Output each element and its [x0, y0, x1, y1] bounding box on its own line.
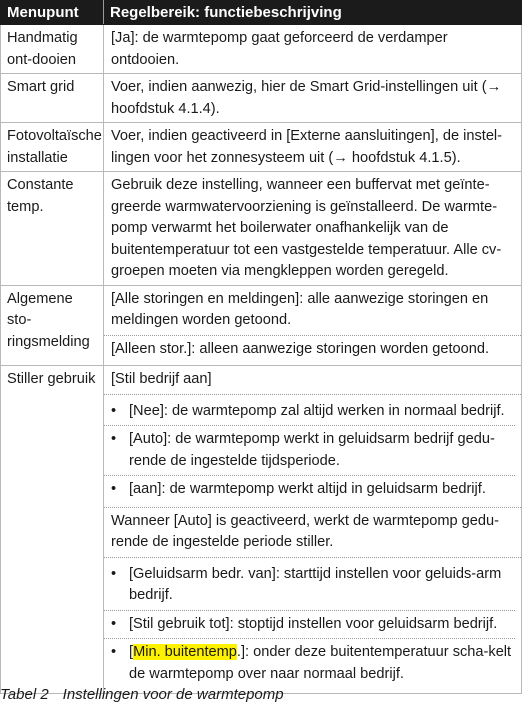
list-item [104, 398, 515, 426]
list-item-text: [aan]: de warmtepomp werkt altijd in geluidsarm bedrijf. [129, 481, 486, 497]
menu-cell: Stiller gebruik [1, 366, 104, 694]
description-cell: Gebruik deze instelling, wanneer een buffervat met geïnte-greerde warmwatervoorziening is geïnstalleerd. De warmte-pomp verwarmt het boilerwater onafhankelijk van de buitentemperatuur tot een vastgestelde temperatuur. Alle cv-groepen moeten via mengkleppen worden geregeld. [104, 172, 522, 286]
description-cell: Voer, indien aanwezig, hier de Smart Grid-instellingen uit (→ hoofdstuk 4.1.4). [104, 74, 522, 123]
list-item [104, 638, 515, 688]
list-item-text: [Auto]: de warmtepomp werkt in geluidsarm bedrijf gedu-rende de ingestelde tijdsperiode. [129, 431, 495, 469]
sub-row: Wanneer [Auto] is geactiveerd, werkt de warmtepomp gedu-rende de ingestelde periode stiller. [104, 507, 521, 557]
bullet-list [111, 561, 515, 689]
table-row [1, 366, 522, 694]
table-row [1, 123, 522, 172]
menu-cell: Algemene sto-ringsmelding [1, 285, 104, 366]
bullet-icon: • [111, 644, 117, 660]
table-row [1, 25, 522, 74]
bullet-list [111, 398, 515, 504]
caption-number: Tabel 2 [0, 686, 49, 703]
bullet-icon: • [111, 431, 117, 447]
bullet-icon: • [111, 565, 117, 582]
bullet-icon: • [111, 481, 117, 497]
list-item [104, 425, 515, 475]
list-item-rest: .]: onder deze buitentemperatuur scha-kelt de warmtepomp over naar normaal bedrijf. [129, 644, 512, 682]
menu-cell: Handmatig ont-dooien [1, 25, 104, 74]
list-item-text [129, 644, 511, 682]
table-row [1, 172, 522, 286]
table-header-row [1, 1, 522, 25]
list-item [104, 610, 515, 639]
menu-cell: Constante temp. [1, 172, 104, 286]
list-item-text: [Nee]: de warmtepomp zal altijd werken in normaal bedrijf. [129, 402, 505, 419]
list-item [104, 475, 515, 504]
sub-row-bullets [104, 394, 521, 507]
description-cell [104, 366, 522, 694]
bullet-icon: • [111, 402, 117, 419]
highlighted-term: Min. buitentemp [133, 644, 237, 660]
list-item-text: [Stil gebruik tot]: stoptijd instellen voor geluidsarm bedrijf. [129, 615, 498, 632]
header-regelbereik: Regelbereik: functiebeschrijving [104, 1, 522, 25]
sub-rows [104, 286, 521, 364]
menu-cell: Smart grid [1, 74, 104, 123]
sub-row: [Alle storingen en meldingen]: alle aanwezige storingen en meldingen worden getoond. [111, 290, 489, 328]
table-row [1, 74, 522, 123]
bullet-icon: • [111, 615, 117, 632]
sub-row-bullets [104, 557, 521, 692]
header-menupunt: Menupunt [1, 1, 104, 25]
sub-row-head: [Stil bedrijf aan] [111, 371, 212, 387]
description-cell [104, 285, 522, 366]
bracket-open: [ [129, 644, 134, 660]
sub-rows [104, 366, 521, 691]
caption-text: Instellingen voor de warmtepomp [62, 686, 284, 703]
menu-cell: Fotovoltaïsche installatie [1, 123, 104, 172]
table-caption [0, 686, 284, 703]
table-row [1, 285, 522, 366]
list-item-text: [Geluidsarm bedr. van]: starttijd instellen voor geluids-arm bedrijf. [129, 565, 502, 603]
description-cell: Voer, indien geactiveerd in [Externe aansluitingen], de instel-lingen voor het zonnesysteem uit (→ hoofdstuk 4.1.5). [104, 123, 522, 172]
sub-row: [Alleen stor.]: alleen aanwezige storingen worden getoond. [104, 335, 521, 364]
list-item [104, 561, 515, 610]
description-cell: [Ja]: de warmtepomp gaat geforceerd de verdamper ontdooien. [104, 25, 522, 74]
